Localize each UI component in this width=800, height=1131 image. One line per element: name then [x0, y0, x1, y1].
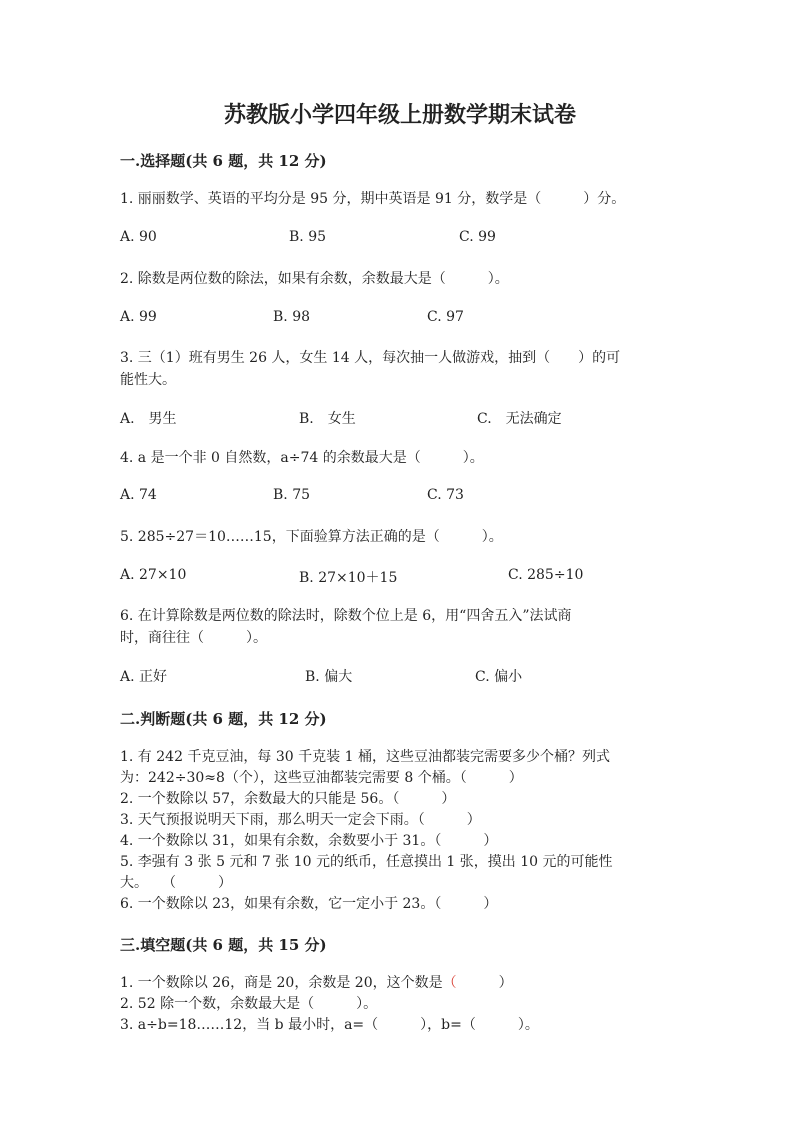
judge-line: 5. 李强有 3 张 5 元和 7 张 10 元的纸币，任意摸出 1 张，摸出 10 元的可能性 [120, 854, 613, 870]
option-a: A. 27×10 [120, 567, 187, 583]
option-b: B. 95 [289, 229, 327, 245]
option-c: C. 偏小 [475, 669, 523, 685]
question-1: 1. 丽丽数学、英语的平均分是 95 分，期中英语是 91 分，数学是（ ）分。 [120, 191, 626, 207]
page-title: 苏教版小学四年级上册数学期末试卷 [223, 102, 576, 128]
judge-line: 1. 有 242 千克豆油，每 30 千克装 1 桶，这些豆油都装完需要多少个桶？列式 [120, 749, 610, 765]
section-heading-choice: 一.选择题(共 6 题，共 12 分) [120, 152, 327, 170]
section-heading-true-false: 二.判断题(共 6 题，共 12 分) [120, 710, 327, 728]
answer-paren-open: （ [442, 975, 457, 991]
question-2: 2. 除数是两位数的除法，如果有余数，余数最大是（ ）。 [120, 271, 509, 287]
option-c: C. 285÷10 [508, 567, 584, 583]
option-c: C. 97 [427, 309, 464, 325]
option-c: C. 73 [427, 487, 464, 503]
judge-line: 为：242÷30≈8（个），这些豆油都装完需要 8 个桶。（ ） [120, 770, 523, 786]
option-a: A. 正好 [120, 669, 168, 685]
fill-question-1 [120, 972, 513, 992]
option-a: A. 90 [120, 229, 157, 245]
option-b: B. 98 [273, 309, 311, 325]
option-a: A. 74 [120, 487, 157, 503]
question-3-line2: 能性大。 [120, 372, 176, 388]
answer-paren-close: ） [456, 975, 513, 991]
option-a: A. 男生 [120, 411, 177, 427]
question-4: 4. a 是一个非 0 自然数，a÷74 的余数最大是（ ）。 [120, 450, 484, 466]
question-3-line1: 3. 三（1）班有男生 26 人，女生 14 人，每次抽一人做游戏，抽到（ ）的可 [120, 350, 621, 366]
option-b: B. 27×10＋15 [299, 570, 398, 586]
question-6-line2: 时，商往往（ ）。 [120, 630, 267, 646]
option-a: A. 99 [120, 309, 157, 325]
section-heading-fill-in: 三.填空题(共 6 题，共 15 分) [120, 936, 327, 954]
fill-question-3: 3. a÷b=18……12，当 b 最小时，a=（ ），b=（ ）。 [120, 1017, 539, 1033]
option-c: C. 99 [459, 229, 496, 245]
fill-question-1-text: 1. 一个数除以 26，商是 20，余数是 20，这个数是 [120, 975, 443, 991]
judge-line: 3. 天气预报说明天下雨，那么明天一定会下雨。（ ） [120, 812, 481, 828]
option-b: B. 偏大 [305, 669, 353, 685]
judge-line: 4. 一个数除以 31，如果有余数，余数要小于 31。（ ） [120, 833, 498, 849]
question-6-line1: 6. 在计算除数是两位数的除法时，除数个位上是 6，用“四舍五入”法试商 [120, 608, 572, 624]
judge-line: 大。 （ ） [120, 875, 232, 891]
question-5: 5. 285÷27＝10……15，下面验算方法正确的是（ ）。 [120, 529, 503, 545]
option-c: C. 无法确定 [477, 411, 562, 427]
option-b: B. 75 [273, 487, 311, 503]
judge-line: 2. 一个数除以 57，余数最大的只能是 56。（ ） [120, 791, 456, 807]
judge-line: 6. 一个数除以 23，如果有余数，它一定小于 23。（ ） [120, 896, 498, 912]
option-b: B. 女生 [299, 411, 356, 427]
fill-question-2: 2. 52 除一个数，余数最大是（ ）。 [120, 996, 378, 1012]
